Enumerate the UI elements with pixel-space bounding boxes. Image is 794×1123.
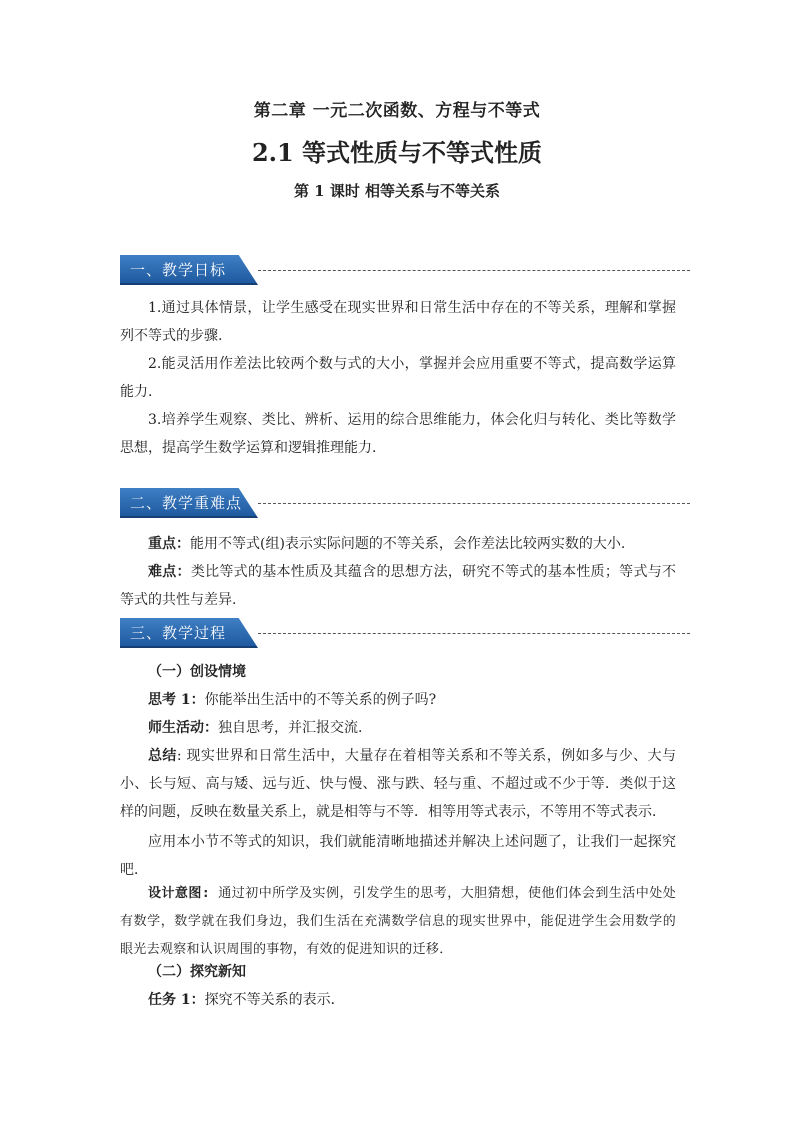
goal-item-3: 3.培养学生观察、类比、辨析、运用的综合思维能力，体会化归与转化、类比等数学思想，提高学生数学运算和逻辑推理能力. [120, 412, 676, 456]
task-paragraph [120, 986, 676, 1014]
think-label: 思考 1： [148, 692, 205, 708]
difficult-point-label: 难点： [148, 564, 191, 580]
dashed-divider [258, 503, 690, 504]
part2-heading: （二）探究新知 [148, 964, 246, 980]
chapter-title: 第二章 一元二次函数、方程与不等式 [253, 101, 541, 121]
design-intent-text: 通过初中所学及实例，引发学生的思考，大胆猜想，使他们体会到生活中处处有数学，数学就在我们身边，我们生活在充满数学信息的现实世界中，能促进学生会用数学的眼光去观察和认识周围的事物，有效的促进知识的迁移． [120, 886, 677, 957]
difficult-point-paragraph [120, 558, 676, 614]
activity-label: 师生活动： [148, 720, 218, 736]
section-banner-key-points [120, 488, 690, 518]
apply-paragraph: 应用本小节不等式的知识，我们就能清晰地描述并解决上述问题了，让我们一起探究吧． [120, 834, 676, 878]
key-point-paragraph [120, 530, 676, 558]
summary-text: : 现实世界和日常生活中，大量存在着相等关系和不等关系，例如多与少、大与小、长与短、高与矮、远与近、快与慢、涨与跌、轻与重、不超过或不少于等．类似于这样的问题，反映在数量关系上，就是相等与不等．相等用等式表示，不等用不等式表示． [120, 748, 676, 820]
goal-item-1: 1.通过具体情景，让学生感受在现实世界和日常生活中存在的不等关系，理解和掌握列不等式的步骤. [120, 300, 676, 344]
lesson-title: 第 1 课时 相等关系与不等关系 [293, 182, 501, 200]
banner-label: 三、教学过程 [130, 624, 227, 642]
activity-text: 独自思考，并汇报交流. [218, 720, 363, 736]
think-text: 你能举出生活中的不等关系的例子吗? [204, 692, 437, 708]
banner-label: 一、教学日标 [130, 261, 227, 279]
key-point-label: 重点： [148, 536, 190, 552]
goal-item-2: 2.能灵活用作差法比较两个数与式的大小，掌握并会应用重要不等式，提高数学运算能力. [120, 356, 676, 400]
design-intent-label: 设计意图: [148, 886, 210, 901]
dashed-divider [258, 633, 690, 634]
difficult-point-text: 类比等式的基本性质及其蕴含的思想方法，研究不等式的基本性质；等式与不等式的共性与差异. [120, 564, 677, 608]
design-intent-paragraph [120, 880, 676, 964]
banner-label: 二、教学重难点 [130, 494, 243, 512]
think-paragraph [120, 686, 676, 714]
task-text: 探究不等关系的表示． [204, 992, 345, 1008]
activity-paragraph [120, 714, 676, 742]
task-label: 任务 1： [148, 992, 205, 1008]
dashed-divider [258, 270, 690, 271]
section-banner-process [120, 618, 690, 648]
summary-paragraph [120, 742, 676, 826]
part1-heading: （一）创设情境 [148, 664, 246, 680]
summary-label: 总结 [148, 748, 177, 764]
key-point-text: 能用不等式(组)表示实际问题的不等关系，会作差法比较两实数的大小. [190, 536, 626, 552]
section-banner-goals [120, 255, 690, 285]
section-title: 2.1 等式性质与不等式性质 [251, 138, 543, 167]
